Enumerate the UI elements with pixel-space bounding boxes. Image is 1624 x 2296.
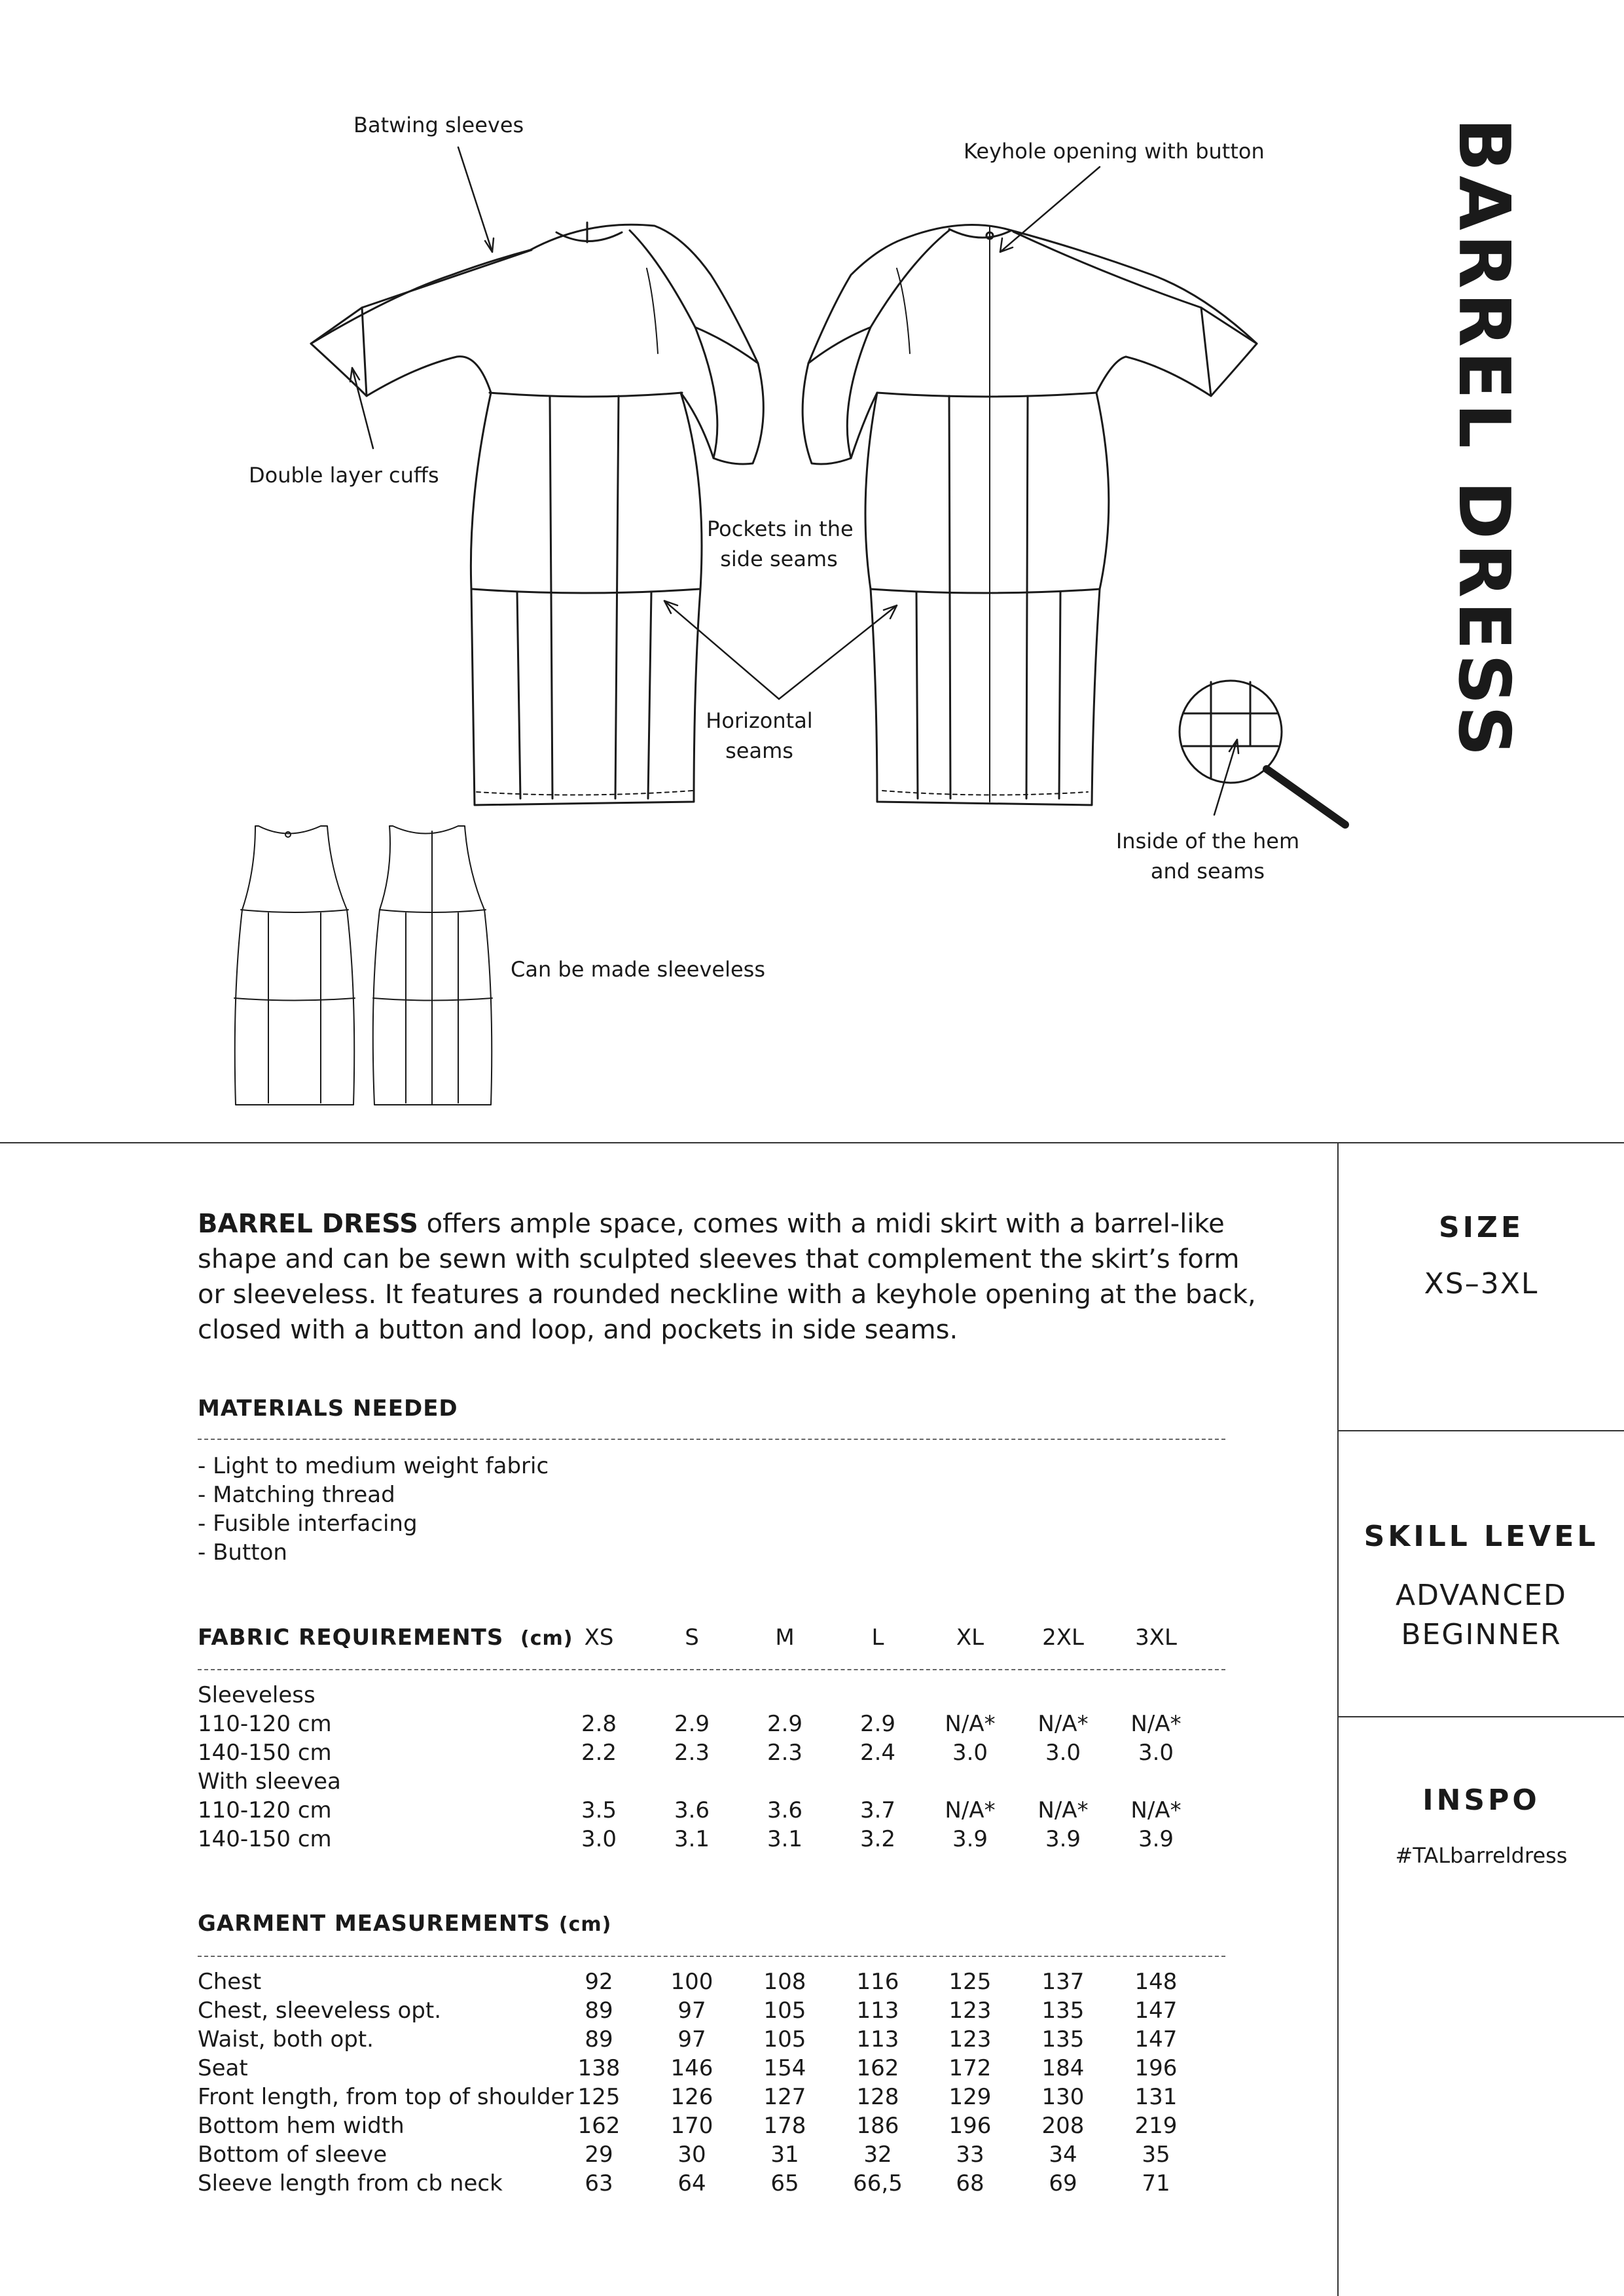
garment-cell: 208 [1041, 2113, 1085, 2139]
garment-row-label: Front length, from top of shoulder [198, 2084, 574, 2110]
annotation-inside-line2: and seams [1150, 859, 1265, 884]
fabric-row-label: 140-150 cm [198, 1826, 332, 1852]
garment-row-label: Chest, sleeveless opt. [198, 1998, 442, 2024]
fabric-row-label: 110-120 cm [198, 1797, 332, 1823]
garment-heading: GARMENT MEASUREMENTS (cm) [198, 1910, 612, 1937]
annotation-pockets-line2: side seams [720, 547, 838, 571]
description-title: BARREL DRESS [198, 1209, 418, 1239]
fabric-cell: N/A* [1130, 1711, 1182, 1737]
garment-cell: 123 [948, 2026, 992, 2053]
back-dress-drawing [803, 225, 1257, 805]
fabric-cell: 3.9 [1138, 1826, 1174, 1852]
skill-value-line2: BEGINNER [1401, 1618, 1562, 1651]
annotation-inside-line1: Inside of the hem [1115, 829, 1300, 853]
annotation-sleeveless: Can be made sleeveless [511, 957, 766, 982]
fabric-cell: N/A* [1038, 1797, 1089, 1823]
garment-cell: 172 [948, 2055, 992, 2081]
fabric-cell: 3.6 [674, 1797, 710, 1823]
garment-cell: 147 [1134, 2026, 1178, 2053]
garment-cell: 89 [585, 1998, 613, 2024]
garment-cell: 148 [1134, 1969, 1178, 1995]
fabric-cell: 3.6 [767, 1797, 803, 1823]
garment-cell: 162 [577, 2113, 621, 2139]
annotation-pockets-line1: Pockets in the [707, 516, 854, 541]
garment-cell: 138 [577, 2055, 621, 2081]
fabric-cell: N/A* [1038, 1711, 1089, 1737]
garment-cell: 135 [1041, 1998, 1085, 2024]
garment-cell: 125 [577, 2084, 621, 2110]
garment-cell: 113 [856, 1998, 899, 2024]
garment-cell: 89 [585, 2026, 613, 2053]
sidebar-divider-1 [1337, 1430, 1624, 1431]
garment-divider [198, 1956, 1225, 1957]
fabric-cell: N/A* [945, 1797, 996, 1823]
garment-cell: 127 [763, 2084, 806, 2110]
inspo-heading: INSPO [1422, 1784, 1540, 1817]
garment-cell: 126 [670, 2084, 713, 2110]
fabric-cell: 2.9 [674, 1711, 710, 1737]
fabric-row-label: Sleeveless [198, 1682, 316, 1708]
garment-cell: 69 [1049, 2170, 1077, 2197]
garment-cell: 64 [677, 2170, 706, 2197]
fabric-cell: 3.2 [859, 1826, 896, 1852]
fabric-row-label: With sleevea [198, 1768, 341, 1795]
garment-cell: 196 [1134, 2055, 1178, 2081]
fabric-cell: 2.3 [767, 1740, 803, 1766]
inspo-hashtag[interactable]: #TALbarreldress [1395, 1843, 1568, 1868]
garment-row-label: Chest [198, 1969, 262, 1995]
materials-list [198, 1452, 549, 1567]
materials-item: - Matching thread [198, 1482, 395, 1508]
garment-cell: 92 [585, 1969, 613, 1995]
garment-cell: 131 [1134, 2084, 1178, 2110]
garment-row-label: Bottom hem width [198, 2113, 405, 2139]
garment-cell: 31 [770, 2142, 799, 2168]
fabric-cell: 2.2 [581, 1740, 617, 1766]
materials-divider [198, 1439, 1225, 1440]
fabric-row-label: 140-150 cm [198, 1740, 332, 1766]
garment-cell: 113 [856, 2026, 899, 2053]
materials-item: - Light to medium weight fabric [198, 1453, 549, 1479]
garment-cell: 154 [763, 2055, 806, 2081]
annotation-cuffs: Double layer cuffs [249, 463, 439, 488]
fabric-cell: 2.9 [767, 1711, 803, 1737]
annotation-horizontal [694, 706, 825, 766]
materials-heading: MATERIALS NEEDED [198, 1395, 458, 1422]
garment-cell: 97 [677, 1998, 706, 2024]
fabric-row-label: 110-120 cm [198, 1711, 332, 1737]
garment-row-label: Seat [198, 2055, 248, 2081]
size-header: M [775, 1624, 795, 1651]
fabric-cell: 3.1 [674, 1826, 710, 1852]
description [198, 1206, 1271, 1348]
garment-cell: 123 [948, 1998, 992, 2024]
materials-item: - Button [198, 1539, 287, 1566]
fabric-cell: 2.4 [859, 1740, 896, 1766]
size-value: XS–3XL [1424, 1267, 1539, 1300]
size-header: L [871, 1624, 884, 1651]
garment-cell: 105 [763, 2026, 806, 2053]
sidebar-divider [1337, 1142, 1339, 2296]
garment-cell: 128 [856, 2084, 899, 2110]
description-text: offers ample space, comes with a midi skirt with a barrel-like shape and can be sewn with sculpted sleeves that complement the skirt’s form or sleeveless. It features a rounded neckline with a keyhole opening at the back, closed with a button and loop, and pockets in side seams. [198, 1209, 1256, 1345]
fabric-cell: 3.0 [952, 1740, 988, 1766]
size-header: S [685, 1624, 699, 1651]
garment-cell: 29 [585, 2142, 613, 2168]
fabric-cell: 3.0 [581, 1826, 617, 1852]
fabric-cell: N/A* [1130, 1797, 1182, 1823]
garment-cell: 129 [948, 2084, 992, 2110]
fabric-cell: 2.9 [859, 1711, 896, 1737]
garment-cell: 184 [1041, 2055, 1085, 2081]
annotation-keyhole: Keyhole opening with button [964, 139, 1265, 164]
fabric-cell: 3.9 [952, 1826, 988, 1852]
garment-cell: 68 [956, 2170, 984, 2197]
garment-cell: 146 [670, 2055, 713, 2081]
garment-cell: 34 [1049, 2142, 1077, 2168]
fabric-cell: 2.8 [581, 1711, 617, 1737]
garment-cell: 108 [763, 1969, 806, 1995]
garment-cell: 186 [856, 2113, 899, 2139]
garment-cell: 219 [1134, 2113, 1178, 2139]
garment-cell: 66,5 [853, 2170, 903, 2197]
garment-cell: 135 [1041, 2026, 1085, 2053]
garment-cell: 97 [677, 2026, 706, 2053]
size-heading: SIZE [1438, 1211, 1525, 1244]
garment-cell: 100 [670, 1969, 713, 1995]
section-divider [0, 1142, 1624, 1143]
fabric-cell: 3.9 [1045, 1826, 1081, 1852]
garment-cell: 35 [1142, 2142, 1170, 2168]
garment-cell: 33 [956, 2142, 984, 2168]
annotation-horizontal-line2: seams [725, 738, 793, 763]
garment-cell: 116 [856, 1969, 899, 1995]
garment-cell: 30 [677, 2142, 706, 2168]
annotation-inside [1113, 826, 1303, 886]
garment-row-label: Bottom of sleeve [198, 2142, 388, 2168]
page-title-text: BARREL DRESS [1443, 118, 1525, 761]
magnifier-icon [1180, 681, 1345, 825]
fabric-cell: 3.0 [1138, 1740, 1174, 1766]
materials-item: - Fusible interfacing [198, 1511, 418, 1537]
garment-cell: 65 [770, 2170, 799, 2197]
size-header: XS [584, 1624, 614, 1651]
garment-cell: 105 [763, 1998, 806, 2024]
fabric-cell: 2.3 [674, 1740, 710, 1766]
sidebar-divider-2 [1337, 1716, 1624, 1717]
fabric-cell: 3.5 [581, 1797, 617, 1823]
garment-cell: 130 [1041, 2084, 1085, 2110]
fabric-cell: 3.7 [859, 1797, 896, 1823]
garment-cell: 125 [948, 1969, 992, 1995]
fabric-cell: 3.1 [767, 1826, 803, 1852]
garment-cell: 162 [856, 2055, 899, 2081]
size-header: 2XL [1042, 1624, 1084, 1651]
sleeveless-back-drawing [373, 826, 492, 1105]
garment-cell: 170 [670, 2113, 713, 2139]
skill-value-line1: ADVANCED [1396, 1579, 1567, 1612]
fabric-cell: 3.0 [1045, 1740, 1081, 1766]
garment-cell: 178 [763, 2113, 806, 2139]
fabric-heading: FABRIC REQUIREMENTS (cm) [198, 1624, 573, 1651]
garment-cell: 147 [1134, 1998, 1178, 2024]
fabric-cell: N/A* [945, 1711, 996, 1737]
skill-heading: SKILL LEVEL [1363, 1520, 1599, 1553]
skill-value [1339, 1576, 1624, 1655]
garment-cell: 71 [1142, 2170, 1170, 2197]
garment-row-label: Sleeve length from cb neck [198, 2170, 503, 2197]
sleeveless-front-drawing [234, 826, 355, 1105]
garment-row-label: Waist, both opt. [198, 2026, 374, 2053]
annotation-batwing: Batwing sleeves [353, 113, 524, 137]
size-header: XL [956, 1624, 984, 1651]
page-title [1443, 118, 1525, 761]
garment-cell: 32 [863, 2142, 892, 2168]
annotation-pockets [707, 514, 854, 574]
garment-cell: 196 [948, 2113, 992, 2139]
fabric-divider [198, 1669, 1225, 1670]
garment-cell: 63 [585, 2170, 613, 2197]
size-header: 3XL [1135, 1624, 1177, 1651]
annotation-horizontal-line1: Horizontal [706, 708, 813, 733]
garment-cell: 137 [1041, 1969, 1085, 1995]
